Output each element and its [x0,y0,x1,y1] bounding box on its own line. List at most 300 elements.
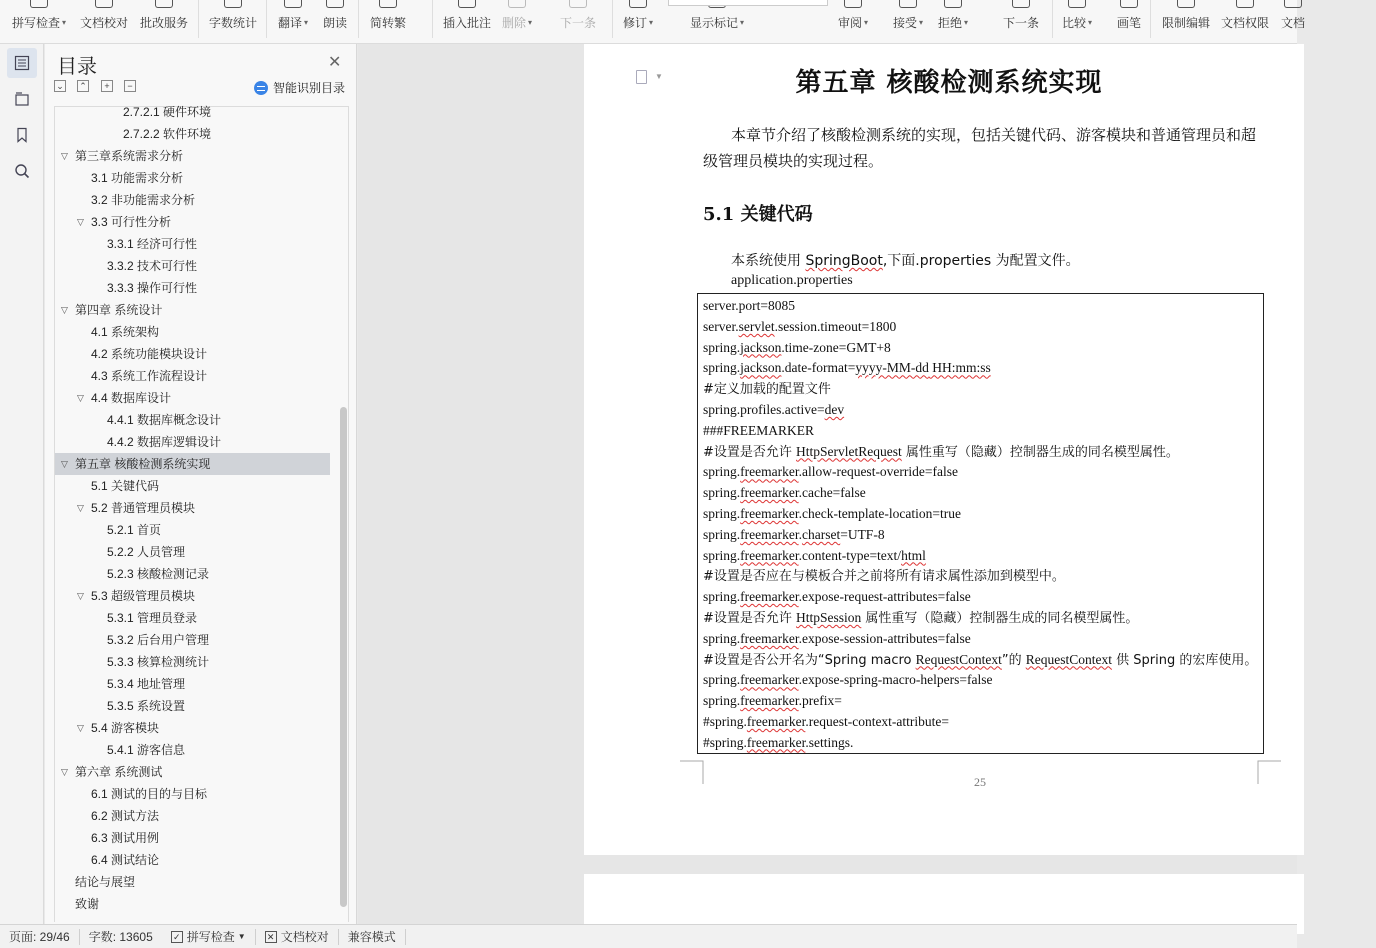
toc-item[interactable] [55,299,330,321]
toc-item[interactable] [55,783,330,805]
ribbon-button-label-row [502,14,532,31]
insertcomment-icon [458,0,476,8]
toc-item[interactable] [55,695,330,717]
toc-title: 目录 [57,56,97,78]
toc-item-label: 6.1 测试的目的与目标 [91,787,208,801]
document-canvas [358,44,1297,924]
code-text: .allow-request-override=false [798,464,959,480]
ribbon-divider [1052,0,1053,38]
code-text: #spring. [703,734,747,750]
spellcheck-word: dev [824,401,845,417]
toc-item-label: 5.4.1 游客信息 [107,743,186,757]
code-text: spring. [703,485,741,501]
toc-item[interactable] [55,255,330,277]
code-line [703,691,1258,712]
code-text: .settings. [805,734,854,750]
code-text: #定义加载的配置文件 [703,382,831,398]
toc-item[interactable] [55,497,330,519]
toc-item[interactable] [55,277,330,299]
ribbon-button-label: 插入批注 [443,16,492,30]
chevron-down-icon[interactable]: ▽ [61,459,68,469]
toc-item-label: 4.1 系统架构 [91,325,160,339]
collapse-icon[interactable]: − [124,80,136,92]
ribbon-button-label: 拒绝 [938,16,963,30]
accept-button[interactable] [893,0,923,44]
toc-icon[interactable] [7,48,37,78]
chevron-down-icon: ▾ [304,18,309,27]
code-line [703,462,1258,483]
ribbon-divider [432,0,433,38]
toc-item-label: 4.2 系统功能模块设计 [91,347,208,361]
toc-item[interactable] [55,739,330,761]
toc-item[interactable] [55,805,330,827]
toc-item[interactable] [55,233,330,255]
next2-button[interactable] [1003,0,1039,44]
check-icon: ✓ [171,931,183,943]
ribbon-button-label: 审阅 [838,16,863,30]
code-text: .content-type=text/ [798,547,902,563]
code-text: .date-format= [781,360,856,376]
code-text: .prefix= [798,693,842,709]
toc-item-label: 4.4 数据库设计 [91,391,172,405]
code-text: spring. [703,547,741,563]
document-page [584,44,1304,855]
bookmark-icon[interactable] [7,120,37,150]
spellcheck-word: HH:mm:ss [928,360,991,376]
level-up-icon[interactable]: ⌃ [77,80,89,92]
ribbon-divider [198,0,199,38]
code-text: ”的 [1001,652,1026,668]
toc-item[interactable] [55,453,330,475]
toc-item-label: 5.3 超级管理员模块 [91,589,196,603]
ribbon-button-label-row [1062,14,1092,31]
toc-item-label: 第五章 核酸检测系统实现 [75,457,211,471]
code-text: spring. [703,589,741,605]
chevron-down-icon[interactable]: ▼ [655,72,663,81]
toc-item[interactable] [55,431,330,453]
code-text: #设置是否应在与模板合并之前将所有请求属性添加到模型中。 [703,569,1065,585]
toc-item-label: 5.4 游客模块 [91,721,160,735]
code-text: =UTF-8 [840,526,885,542]
code-line [703,483,1258,504]
pen-button[interactable] [1117,0,1141,44]
page-number: 25 [974,775,986,789]
toc-item-label: 6.3 测试用例 [91,831,160,845]
toc-item-label: 5.2.3 核酸检测记录 [107,567,210,581]
markup-display-box[interactable] [668,0,828,6]
compare-icon [1068,0,1086,8]
delete-button[interactable] [502,0,532,44]
ribbon-button-label-row [1003,14,1039,31]
reject-icon [944,0,962,8]
ribbon-button-label-row [80,14,128,31]
restrict-button[interactable] [1162,0,1210,44]
code-text: .time-zone=GMT+8 [781,339,891,355]
ribbon-button-label: 文档校对 [80,16,129,30]
ribbon-divider [358,0,359,38]
code-line [703,442,1258,463]
toc-item[interactable] [55,519,330,541]
ribbon-button-label-row [1117,14,1141,31]
ribbon-button-label: 简转繁 [370,16,407,30]
ribbon-button-label: 比较 [1062,16,1087,30]
toc-item[interactable] [55,651,330,673]
ribbon-button-label: 批改服务 [140,16,189,30]
compat-mode: 兼容模式 [347,930,396,944]
chevron-down-icon: ▼ [237,932,246,941]
chapter-heading: 第五章 核酸检测系统实现 [795,68,1103,98]
toc-item[interactable] [55,871,330,893]
ribbon-button-label-row [623,14,653,31]
code-line [703,338,1258,359]
ribbon-divider [266,0,267,38]
ribbon-button-label: 拼写检查 [12,16,61,30]
compare-button[interactable] [1062,0,1092,44]
toc-item[interactable] [55,541,330,563]
toc-item-label: 致谢 [75,897,100,911]
ribbon-button-label-row [278,14,308,31]
toc-item[interactable] [55,189,330,211]
smart-toc-button[interactable] [254,79,345,96]
code-line [703,712,1258,733]
toc-scrollbar[interactable] [340,407,347,907]
spellcheck-word: freemarker [740,464,799,480]
chevron-down-icon[interactable]: ▽ [61,767,68,777]
toc-item[interactable] [55,101,330,123]
chevron-down-icon: ▾ [964,18,969,27]
code-text: .cache=false [798,485,866,501]
chevron-down-icon: ▾ [528,18,533,27]
word-count[interactable]: 字数: 13605 [88,930,153,944]
spellcheck-label: 拼写检查 [186,930,235,944]
next2-icon [1012,0,1030,8]
proofread-icon: ✕ [265,931,277,943]
toc-item-label: 5.1 关键代码 [91,479,160,493]
paragraph-text: ,下面.properties 为配置文件。 [882,253,1080,269]
wordcount-button[interactable] [209,0,257,44]
ribbon-button-label: 画笔 [1117,16,1142,30]
section-heading: 5.1 关键代码 [703,204,813,225]
code-line [703,525,1258,546]
code-text: server. [703,318,739,334]
code-line [703,379,1258,400]
chapter-nav-icon[interactable] [7,84,37,114]
review-button[interactable] [838,0,868,44]
code-text: spring. [703,630,741,646]
toc-item[interactable] [55,145,330,167]
code-text: .expose-session-attributes=false [798,630,971,646]
code-text: .session.timeout=1800 [774,318,897,334]
ribbon-button-label-row [1281,14,1305,31]
page-indicator[interactable]: 页面: 29/46 [9,930,70,944]
spellcheck-word: html [901,547,926,563]
ribbon-button-label-row [938,14,968,31]
toc-item-label: 6.2 测试方法 [91,809,160,823]
ribbon-button-label-row [560,14,596,31]
toc-item-label: 第六章 系统测试 [75,765,163,779]
code-text: .request-context-attribute= [805,713,950,729]
code-line [703,358,1258,379]
chevron-down-icon[interactable]: ▽ [61,151,68,161]
code-line [703,421,1258,442]
toc-item-label: 2.7.2.2 软件环境 [123,127,212,141]
code-text: spring. [703,693,741,709]
toc-item-label: 3.3.2 技术可行性 [107,259,198,273]
close-icon[interactable]: ✕ [328,54,342,71]
spellcheck-word: freemarker [740,589,799,605]
wordcount-icon [224,0,242,8]
review-ribbon [0,0,1306,44]
toc-item-label: 第三章系统需求分析 [75,149,184,163]
toc-item-label: 5.2 普通管理员模块 [91,501,196,515]
showmarks-button[interactable] [690,0,744,44]
toc-item-label: 4.4.2 数据库逻辑设计 [107,435,222,449]
batch-icon [155,0,173,8]
code-text: .expose-spring-macro-helpers=false [798,672,993,688]
more-icon [1284,0,1302,8]
code-line [703,504,1258,525]
ribbon-button-label: 显示标记 [690,16,739,30]
ribbon-divider [1150,0,1151,38]
restrict-icon [1177,0,1195,8]
toc-item[interactable] [55,761,330,783]
toc-panel [45,44,357,924]
code-text: 供 Spring 的宏库使用。 [1112,652,1258,668]
ribbon-button-label-row [323,14,347,31]
toc-item[interactable] [55,211,330,233]
ribbon-button-label: 下一条 [1003,16,1040,30]
ribbon-button-label: 限制编辑 [1162,16,1211,30]
toc-item-label: 2.7.2.1 硬件环境 [123,105,212,119]
ribbon-divider [612,0,613,38]
code-line [703,317,1258,338]
navigation-sidebar [0,44,44,924]
spellcheck-word: servlet [738,318,775,334]
code-block [697,293,1264,754]
proofread-status[interactable] [256,928,338,945]
chevron-down-icon: ▾ [62,18,67,27]
ribbon-button-label-row [893,14,923,31]
next1-button[interactable] [560,0,596,44]
spellcheck-word: yyyy-MM-dd [855,360,929,376]
toc-item-label: 3.3 可行性分析 [91,215,172,229]
status-bar [0,924,1297,948]
revise-icon [629,0,647,8]
toc-item-label: 结论与展望 [75,875,136,889]
chevron-down-icon: ▾ [740,18,745,27]
toc-item-label: 4.3 系统工作流程设计 [91,369,208,383]
smart-toc-label: 智能识别目录 [273,81,346,95]
ribbon-button-label-row [1221,14,1269,31]
search-icon[interactable] [7,156,37,186]
toc-item-label: 5.2.2 人员管理 [107,545,186,559]
toc-item-label: 6.4 测试结论 [91,853,160,867]
chevron-down-icon[interactable]: ▽ [61,305,68,315]
chevron-down-icon[interactable]: ▽ [77,591,84,601]
code-text: spring.profiles.active= [703,401,825,417]
chevron-down-icon: ▾ [1088,18,1093,27]
spellcheck-word: freemarker [746,713,806,729]
toc-item[interactable] [55,409,330,431]
collapse-all-icon[interactable]: ⌄ [54,80,66,92]
code-text: ###FREEMARKER [703,422,815,438]
proofread-button[interactable] [80,0,128,44]
spellcheck-word: charset [801,526,841,542]
spellcheck-status[interactable] [162,928,255,945]
toc-item[interactable] [55,563,330,585]
toc-item-label: 第四章 系统设计 [75,303,163,317]
spellcheck-word: freemarker [740,547,799,563]
code-line [703,566,1258,587]
toc-item[interactable] [55,343,330,365]
toc-list [54,106,349,922]
ribbon-button-label: 字数统计 [209,16,258,30]
batch-button[interactable] [140,0,188,44]
spellcheck-word: SpringBoot [805,253,883,269]
pen-icon [1120,0,1138,8]
read-icon [326,0,344,8]
chevron-down-icon[interactable]: ▽ [77,217,84,227]
rights-icon [1236,0,1254,8]
code-text: spring. [703,505,741,521]
code-line [703,650,1258,671]
ribbon-button-label-row [209,14,257,31]
code-text: .expose-request-attributes=false [798,589,971,605]
toc-item[interactable] [55,717,330,739]
chevron-down-icon: ▾ [649,18,654,27]
spellcheck-word: freemarker [746,734,806,750]
rights-button[interactable] [1221,0,1269,44]
spellcheck-word: RequestContext [915,651,1002,667]
spellcheck-word: freemarker [740,693,799,709]
spell-button[interactable] [12,0,66,44]
code-line [703,670,1258,691]
ribbon-button-label: 删除 [502,16,527,30]
toc-item-label: 5.3.3 核算检测统计 [107,655,210,669]
code-text: #spring. [703,713,747,729]
toc-item[interactable] [55,365,330,387]
toc-item[interactable] [55,475,330,497]
ribbon-button-label-row [1162,14,1210,31]
code-text: .check-template-location=true [798,505,962,521]
toc-item[interactable] [55,123,330,145]
revise-button[interactable] [623,0,653,44]
toc-item[interactable] [55,607,330,629]
toc-item[interactable] [55,827,330,849]
chevron-down-icon[interactable]: ▽ [77,393,84,403]
toc-item-label: 3.2 非功能需求分析 [91,193,196,207]
review-icon [844,0,862,8]
ribbon-button-label: 文档权限 [1221,16,1270,30]
more-button[interactable] [1281,0,1305,44]
proofread-icon [95,0,113,8]
code-line [703,296,1258,317]
toc-item[interactable] [55,629,330,651]
ribbon-button-label: 朗读 [323,16,348,30]
translate-button[interactable] [278,0,308,44]
chevron-down-icon: ▾ [919,18,924,27]
toc-item-label: 3.3.1 经济可行性 [107,237,198,251]
convert-icon [379,0,397,8]
ribbon-button-label-row [690,14,744,31]
ribbon-button-label: 接受 [893,16,918,30]
spellcheck-word: freemarker [740,485,799,501]
convert-button[interactable] [370,0,406,44]
ribbon-button-label-row [370,14,406,31]
code-text: spring. [703,360,741,376]
code-text: 属性重写（隐藏）控制器生成的同名模型属性。 [861,610,1139,626]
toc-item-label: 5.3.1 管理员登录 [107,611,198,625]
divider [405,929,406,945]
paragraph-text: 本系统使用 [731,253,806,269]
spellcheck-word: RequestContext [1025,651,1113,667]
toc-item[interactable] [55,167,330,189]
code-text: #设置是否公开名为“Spring macro [703,652,916,668]
chevron-down-icon: ▾ [864,18,869,27]
code-line [703,546,1258,567]
toc-item[interactable] [55,893,330,915]
filename-line: application.properties [731,273,853,288]
toc-item[interactable] [55,673,330,695]
ribbon-button-label-row [443,14,491,31]
reject-button[interactable] [938,0,968,44]
delete-icon [508,0,526,8]
insertcomment-button[interactable] [443,0,491,44]
code-text: spring. [703,339,741,355]
spellcheck-word: freemarker [740,526,799,542]
toc-item-label: 5.3.2 后台用户管理 [107,633,210,647]
spellcheck-word: freemarker [740,672,799,688]
spellcheck-word: jackson [740,339,782,355]
ribbon-button-label-row [12,14,66,31]
toc-item[interactable] [55,585,330,607]
code-line [703,608,1258,629]
code-text: . [798,526,802,542]
ribbon-button-label-row [838,14,868,31]
chevron-down-icon[interactable]: ▽ [77,503,84,513]
code-line [703,400,1258,421]
expand-icon[interactable]: + [101,80,113,92]
accept-icon [899,0,917,8]
toc-item-label: 5.3.4 地址管理 [107,677,186,691]
code-text: spring. [703,672,741,688]
ribbon-button-label-row [140,14,188,31]
ribbon-button-label: 翻译 [278,16,303,30]
spellcheck-word: HttpServletRequest [796,443,902,459]
code-text: #设置是否允许 [703,610,797,626]
intro-paragraph: 本章节介绍了核酸检测系统的实现，包括关键代码、游客模块和普通管理员和超级管理员模块的实现过程。 [703,126,1257,170]
translate-icon [284,0,302,8]
smart-toc-icon [254,81,268,95]
toc-item-label: 3.3.3 操作可行性 [107,281,198,295]
ribbon-button-label: 文档 [1281,16,1306,30]
ribbon-button-label: 下一条 [560,16,597,30]
toc-item[interactable] [55,321,330,343]
toc-item[interactable] [55,849,330,871]
paragraph [703,248,1263,274]
read-button[interactable] [323,0,347,44]
proofread-label: 文档校对 [280,930,329,944]
toc-item[interactable] [55,387,330,409]
code-text: spring. [703,526,741,542]
chevron-down-icon[interactable]: ▽ [77,723,84,733]
code-text: 属性重写（隐藏）控制器生成的同名模型属性。 [901,444,1179,460]
spellcheck-word: HttpSession [796,609,862,625]
spellcheck-word: freemarker [740,630,799,646]
next1-icon [569,0,587,8]
code-text: server.port=8085 [703,298,795,313]
code-line [703,629,1258,650]
